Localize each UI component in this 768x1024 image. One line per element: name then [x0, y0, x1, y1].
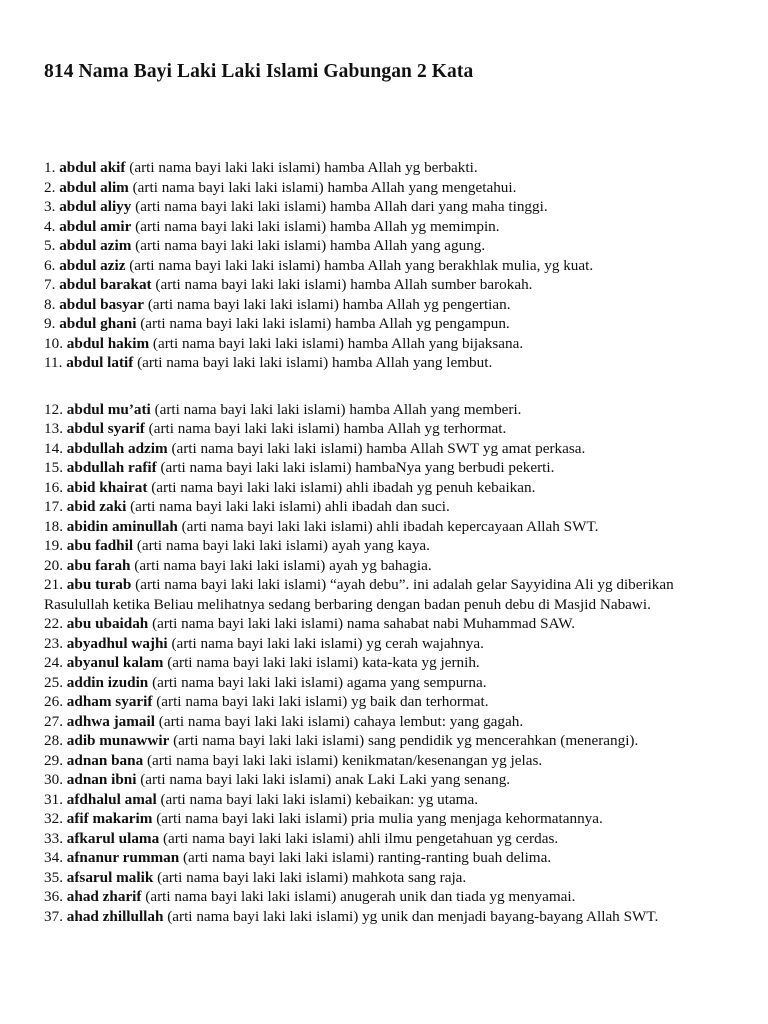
entry-meaning: (arti nama bayi laki laki islami) hamba Allah SWT yg amat perkasa.	[171, 439, 586, 457]
entry-name: adham syarif	[66, 693, 153, 710]
entry-meaning: (arti nama bayi laki laki islami) hamba Allah yg pengertian.	[147, 295, 511, 313]
list-item	[44, 634, 724, 654]
entry-name: abu fadhil	[66, 537, 134, 554]
entry-number: 19.	[44, 537, 63, 554]
entry-number: 8.	[44, 295, 56, 313]
entry-name: abdul ghani	[59, 315, 137, 332]
entry-name: addin izudin	[66, 673, 149, 691]
list-item	[44, 256, 724, 276]
entry-number: 10.	[44, 334, 63, 352]
entry-number: 11.	[44, 354, 63, 371]
list-item	[44, 353, 724, 373]
entry-number: 25.	[44, 673, 63, 691]
list-item	[44, 829, 724, 849]
entry-number: 13.	[44, 420, 63, 437]
list-item	[44, 556, 724, 576]
document-page	[44, 60, 724, 926]
entry-meaning: (arti nama bayi laki laki islami) hamba Allah yang lembut.	[137, 354, 493, 371]
entry-number: 4.	[44, 217, 56, 235]
entry-name: abdullah adzim	[66, 439, 168, 457]
entry-number: 2.	[44, 178, 56, 196]
entry-number: 5.	[44, 237, 56, 254]
entry-name: abdul basyar	[59, 295, 145, 313]
list-item	[44, 517, 724, 537]
entry-name: abid zaki	[66, 498, 127, 515]
entry-meaning: (arti nama bayi laki laki islami) pria mulia yang menjaga kehormatannya.	[156, 810, 603, 827]
list-item	[44, 458, 724, 478]
entry-meaning: (arti nama bayi laki laki islami) “ayah debu”. ini adalah gelar Sayyidina Ali yg diberikan Rasulullah ketika Beliau melihatnya sedang berbaring dengan badan penuh debu di Masjid Nabawi.	[44, 576, 674, 613]
entry-meaning: (arti nama bayi laki laki islami) hamba Allah sumber barokah.	[155, 276, 533, 293]
list-item	[44, 217, 724, 237]
entry-meaning: (arti nama bayi laki laki islami) mahkota sang raja.	[157, 868, 467, 886]
list-item	[44, 614, 724, 634]
entry-number: 7.	[44, 276, 56, 293]
list-item	[44, 536, 724, 556]
entry-meaning: (arti nama bayi laki laki islami) ahli ilmu pengetahuan yg cerdas.	[162, 829, 559, 847]
entry-name: abdul akif	[59, 159, 126, 176]
page-title: 814 Nama Bayi Laki Laki Islami Gabungan 2 Kata	[44, 61, 474, 82]
list-item	[44, 692, 724, 712]
entry-meaning: (arti nama bayi laki laki islami) hambaNya yang berbudi pekerti.	[160, 459, 555, 476]
name-list-group-1	[44, 158, 724, 373]
list-item	[44, 868, 724, 888]
list-item	[44, 178, 724, 198]
entry-name: ahad zhillullah	[66, 907, 164, 925]
entry-number: 15.	[44, 459, 63, 476]
list-item	[44, 848, 724, 868]
entry-meaning: (arti nama bayi laki laki islami) hamba Allah yg memimpin.	[135, 217, 500, 235]
entry-name: adhwa jamail	[66, 712, 155, 730]
entry-meaning: (arti nama bayi laki laki islami) cahaya lembut: yang gagah.	[158, 712, 524, 730]
entry-meaning: (arti nama bayi laki laki islami) hamba Allah yang bijaksana.	[152, 334, 524, 352]
list-item	[44, 653, 724, 673]
entry-meaning: (arti nama bayi laki laki islami) ranting-ranting buah delima.	[182, 849, 552, 866]
entry-meaning: (arti nama bayi laki laki islami) kenikmatan/kesenangan yg jelas.	[146, 751, 543, 769]
entry-number: 34.	[44, 849, 63, 866]
list-item	[44, 790, 724, 810]
list-item	[44, 809, 724, 829]
list-item	[44, 478, 724, 498]
list-item	[44, 197, 724, 217]
entry-name: abyadhul wajhi	[66, 634, 168, 652]
list-item	[44, 575, 724, 614]
name-list-group-2	[44, 400, 724, 927]
entry-number: 17.	[44, 498, 63, 515]
list-item	[44, 770, 724, 790]
entry-number: 24.	[44, 654, 63, 671]
entry-meaning: (arti nama bayi laki laki islami) hamba Allah yang agung.	[135, 237, 486, 254]
entry-meaning: (arti nama bayi laki laki islami) ahli ibadah yg penuh kebaikan.	[151, 478, 536, 496]
entry-number: 21.	[44, 576, 63, 593]
entry-meaning: (arti nama bayi laki laki islami) ayah yang kaya.	[136, 537, 430, 554]
list-item	[44, 295, 724, 315]
entry-number: 9.	[44, 315, 56, 332]
entry-meaning: (arti nama bayi laki laki islami) hamba Allah yg berbakti.	[129, 159, 478, 176]
entry-name: afdhalul amal	[66, 790, 157, 808]
entry-number: 35.	[44, 868, 63, 886]
entry-name: abdul hakim	[66, 334, 150, 352]
entry-name: abdul alim	[59, 178, 129, 196]
list-item	[44, 887, 724, 907]
entry-meaning: (arti nama bayi laki laki islami) anugerah unik dan tiada yg menyamai.	[145, 888, 576, 905]
entry-name: abidin aminullah	[66, 517, 178, 535]
entry-name: abu ubaidah	[66, 615, 149, 632]
list-item	[44, 419, 724, 439]
entry-meaning: (arti nama bayi laki laki islami) hamba Allah yang memberi.	[154, 400, 522, 418]
entry-meaning: (arti nama bayi laki laki islami) ahli ibadah kepercayaan Allah SWT.	[181, 517, 599, 535]
entry-number: 36.	[44, 888, 63, 905]
entry-name: abdullah rafif	[66, 459, 157, 476]
entry-number: 20.	[44, 556, 63, 574]
list-item	[44, 751, 724, 771]
entry-name: abyanul kalam	[66, 654, 164, 671]
entry-number: 28.	[44, 732, 63, 749]
entry-meaning: (arti nama bayi laki laki islami) hamba Allah yg terhormat.	[148, 420, 507, 437]
entry-meaning: (arti nama bayi laki laki islami) kata-kata yg jernih.	[167, 654, 480, 671]
entry-name: abdul mu’ati	[66, 400, 151, 418]
list-item	[44, 236, 724, 256]
entry-name: abid khairat	[66, 478, 148, 496]
entry-name: adnan bana	[66, 751, 144, 769]
entry-meaning: (arti nama bayi laki laki islami) ayah yg bahagia.	[134, 556, 432, 574]
entry-number: 6.	[44, 256, 56, 274]
entry-meaning: (arti nama bayi laki laki islami) kebaikan: yg utama.	[160, 790, 479, 808]
entry-meaning: (arti nama bayi laki laki islami) hamba Allah yang mengetahui.	[132, 178, 517, 196]
entry-name: afsarul malik	[66, 868, 154, 886]
entry-name: abdul barakat	[59, 276, 152, 293]
entry-name: afif makarim	[66, 810, 153, 827]
entry-name: abdul azim	[59, 237, 132, 254]
list-item	[44, 673, 724, 693]
list-item	[44, 439, 724, 459]
entry-meaning: (arti nama bayi laki laki islami) nama sahabat nabi Muhammad SAW.	[152, 615, 575, 632]
list-item	[44, 314, 724, 334]
entry-number: 37.	[44, 907, 63, 925]
entry-number: 3.	[44, 198, 56, 215]
entry-number: 33.	[44, 829, 63, 847]
list-item	[44, 158, 724, 178]
list-item	[44, 712, 724, 732]
entry-name: abu turab	[66, 576, 132, 593]
entry-meaning: (arti nama bayi laki laki islami) yg baik dan terhormat.	[156, 693, 489, 710]
entry-meaning: (arti nama bayi laki laki islami) hamba Allah dari yang maha tinggi.	[135, 198, 548, 215]
entry-name: abdul amir	[59, 217, 132, 235]
entry-name: afkarul ulama	[66, 829, 160, 847]
entry-number: 12.	[44, 400, 63, 418]
entry-name: adnan ibni	[66, 771, 137, 788]
entry-number: 27.	[44, 712, 63, 730]
entry-name: abu farah	[66, 556, 131, 574]
entry-meaning: (arti nama bayi laki laki islami) agama yang sempurna.	[152, 673, 487, 691]
entry-number: 23.	[44, 634, 63, 652]
list-item	[44, 334, 724, 354]
entry-name: afnanur rumman	[66, 849, 180, 866]
entry-number: 29.	[44, 751, 63, 769]
entry-number: 1.	[44, 159, 56, 176]
entry-number: 18.	[44, 517, 63, 535]
entry-number: 32.	[44, 810, 63, 827]
entry-number: 16.	[44, 478, 63, 496]
entry-number: 14.	[44, 439, 63, 457]
entry-name: abdul aliyy	[59, 198, 132, 215]
entry-number: 31.	[44, 790, 63, 808]
entry-name: abdul latif	[66, 354, 134, 371]
entry-name: adib munawwir	[66, 732, 170, 749]
list-item	[44, 907, 724, 927]
list-item	[44, 731, 724, 751]
list-item	[44, 497, 724, 517]
entry-meaning: (arti nama bayi laki laki islami) sang pendidik yg mencerahkan (menerangi).	[173, 732, 639, 749]
entry-meaning: (arti nama bayi laki laki islami) ahli ibadah dan suci.	[130, 498, 450, 515]
entry-meaning: (arti nama bayi laki laki islami) yg unik dan menjadi bayang-bayang Allah SWT.	[167, 907, 659, 925]
entry-meaning: (arti nama bayi laki laki islami) yg cerah wajahnya.	[171, 634, 484, 652]
list-item	[44, 400, 724, 420]
entry-name: ahad zharif	[66, 888, 142, 905]
list-item	[44, 275, 724, 295]
entry-meaning: (arti nama bayi laki laki islami) hamba Allah yang berakhlak mulia, yg kuat.	[129, 256, 594, 274]
entry-meaning: (arti nama bayi laki laki islami) anak Laki Laki yang senang.	[140, 771, 511, 788]
entry-number: 30.	[44, 771, 63, 788]
entry-number: 22.	[44, 615, 63, 632]
entry-name: abdul aziz	[59, 256, 126, 274]
entry-number: 26.	[44, 693, 63, 710]
entry-meaning: (arti nama bayi laki laki islami) hamba Allah yg pengampun.	[140, 315, 510, 332]
entry-name: abdul syarif	[66, 420, 145, 437]
